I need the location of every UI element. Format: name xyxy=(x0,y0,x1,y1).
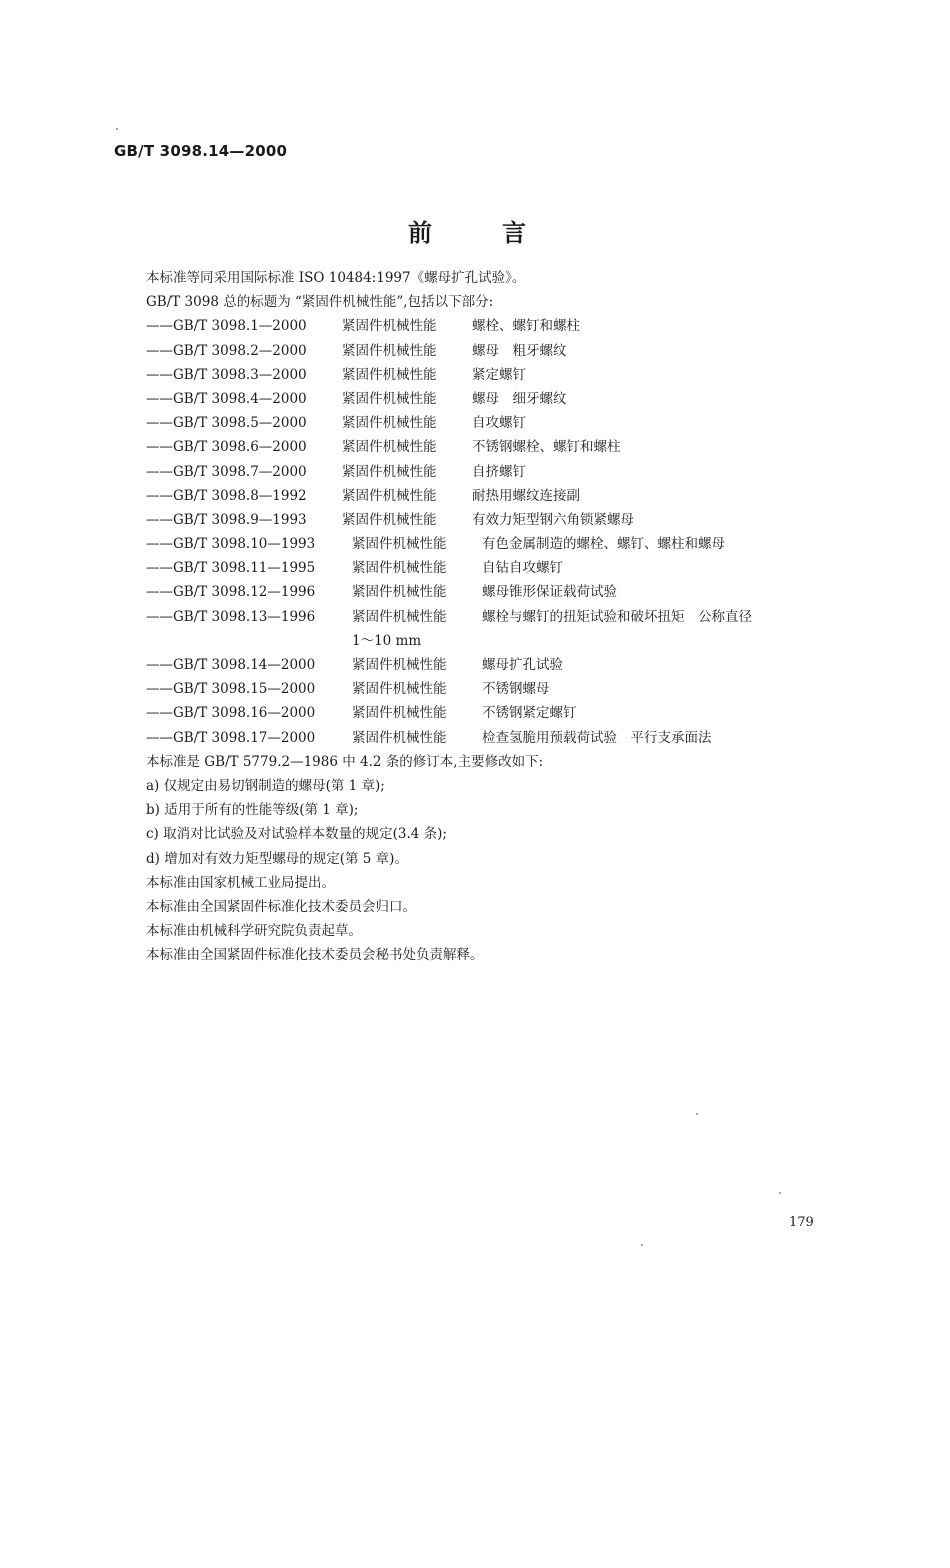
part-continuation: 1～10 mm xyxy=(352,632,422,649)
part-code: ——GB/T 3098.16—2000 xyxy=(146,705,316,722)
part-main-title: 紧固件机械性能 xyxy=(342,511,437,528)
part-code: ——GB/T 3098.10—1993 xyxy=(146,536,316,553)
part-item xyxy=(146,556,846,580)
closing-statement: 本标准由国家机械工业局提出。 xyxy=(146,874,335,891)
part-sub-title: 自挤螺钉 xyxy=(472,463,526,480)
document-body xyxy=(146,266,846,967)
part-sub-title: 螺母 粗牙螺纹 xyxy=(472,342,567,359)
part-sub-title: 自攻螺钉 xyxy=(472,415,526,432)
part-code: ——GB/T 3098.2—2000 xyxy=(146,342,307,359)
part-sub-title: 耐热用螺纹连接副 xyxy=(472,487,580,504)
closing-statement: 本标准由全国紧固件标准化技术委员会秘书处负责解释。 xyxy=(146,947,484,964)
scan-speck xyxy=(116,128,118,130)
part-code: ——GB/T 3098.11—1995 xyxy=(146,560,316,577)
part-code: ——GB/T 3098.8—1992 xyxy=(146,487,307,504)
part-item xyxy=(146,411,846,435)
scan-speck xyxy=(779,1192,781,1194)
revision-item: a) 仅规定由易切钢制造的螺母(第 1 章); xyxy=(146,777,385,794)
part-main-title: 紧固件机械性能 xyxy=(342,342,437,359)
part-item xyxy=(146,363,846,387)
part-sub-title: 不锈钢紧定螺钉 xyxy=(482,705,577,722)
part-sub-title: 检查氢脆用预载荷试验 平行支承面法 xyxy=(482,729,712,746)
closing-statement: 本标准由全国紧固件标准化技术委员会归口。 xyxy=(146,898,416,915)
part-sub-title: 螺母 细牙螺纹 xyxy=(472,390,567,407)
part-main-title: 紧固件机械性能 xyxy=(352,729,447,746)
closing-statement: 本标准由机械科学研究院负责起草。 xyxy=(146,923,362,940)
intro-line: 本标准等同采用国际标准 ISO 10484:1997《螺母扩孔试验》。 xyxy=(146,270,526,286)
part-code: ——GB/T 3098.13—1996 xyxy=(146,608,316,625)
part-item xyxy=(146,605,846,629)
part-item xyxy=(146,677,846,701)
part-item xyxy=(146,653,846,677)
scan-speck xyxy=(696,1113,698,1115)
part-sub-title: 螺栓、螺钉和螺柱 xyxy=(472,318,580,335)
page-title: 前言 xyxy=(408,218,596,247)
part-item xyxy=(146,435,846,459)
part-main-title: 紧固件机械性能 xyxy=(352,584,447,601)
part-item xyxy=(146,460,846,484)
part-main-title: 紧固件机械性能 xyxy=(342,366,437,383)
part-sub-title: 螺栓与螺钉的扭矩试验和破坏扭矩 公称直径 xyxy=(482,608,752,625)
part-code: ——GB/T 3098.12—1996 xyxy=(146,584,316,601)
part-main-title: 紧固件机械性能 xyxy=(342,439,437,456)
part-item xyxy=(146,387,846,411)
revision-item: b) 适用于所有的性能等级(第 1 章); xyxy=(146,802,359,819)
part-item xyxy=(146,532,846,556)
part-sub-title: 紧定螺钉 xyxy=(472,366,526,383)
part-main-title: 紧固件机械性能 xyxy=(352,608,447,625)
intro-line: GB/T 3098 总的标题为 “紧固件机械性能”,包括以下部分: xyxy=(146,294,494,311)
part-code: ——GB/T 3098.4—2000 xyxy=(146,390,307,407)
part-code: ——GB/T 3098.15—2000 xyxy=(146,681,316,698)
part-code: ——GB/T 3098.17—2000 xyxy=(146,729,316,746)
part-item xyxy=(146,484,846,508)
part-item xyxy=(146,701,846,725)
part-main-title: 紧固件机械性能 xyxy=(352,560,447,577)
revision-intro: 本标准是 GB/T 5779.2—1986 中 4.2 条的修订本,主要修改如下: xyxy=(146,753,544,770)
part-code: ——GB/T 3098.6—2000 xyxy=(146,439,307,456)
part-main-title: 紧固件机械性能 xyxy=(342,318,437,335)
part-code: ——GB/T 3098.14—2000 xyxy=(146,657,316,673)
part-main-title: 紧固件机械性能 xyxy=(352,536,447,553)
part-sub-title: 螺母扩孔试验 xyxy=(482,657,563,673)
part-item xyxy=(146,314,846,338)
part-sub-title: 自钻自攻螺钉 xyxy=(482,560,563,577)
part-item xyxy=(146,580,846,604)
standard-number: GB/T 3098.14—2000 xyxy=(114,142,288,160)
part-main-title: 紧固件机械性能 xyxy=(342,390,437,407)
part-code: ——GB/T 3098.9—1993 xyxy=(146,511,307,528)
part-sub-title: 有效力矩型钢六角锁紧螺母 xyxy=(472,511,634,528)
part-sub-title: 不锈钢螺栓、螺钉和螺柱 xyxy=(472,439,621,456)
revision-item: d) 增加对有效力矩型螺母的规定(第 5 章)。 xyxy=(146,850,408,867)
part-code: ——GB/T 3098.1—2000 xyxy=(146,318,307,335)
part-code: ——GB/T 3098.7—2000 xyxy=(146,463,307,480)
part-main-title: 紧固件机械性能 xyxy=(352,681,447,698)
part-code: ——GB/T 3098.3—2000 xyxy=(146,366,307,383)
part-item xyxy=(146,508,846,532)
part-item xyxy=(146,339,846,363)
part-main-title: 紧固件机械性能 xyxy=(342,415,437,432)
part-main-title: 紧固件机械性能 xyxy=(342,487,437,504)
part-main-title: 紧固件机械性能 xyxy=(352,705,447,722)
part-sub-title: 有色金属制造的螺栓、螺钉、螺柱和螺母 xyxy=(482,536,725,553)
part-main-title: 紧固件机械性能 xyxy=(342,463,437,480)
part-sub-title: 不锈钢螺母 xyxy=(482,681,550,698)
part-sub-title: 螺母锥形保证载荷试验 xyxy=(482,584,617,601)
scan-speck xyxy=(641,1244,643,1246)
part-item xyxy=(146,726,846,750)
page-number: 179 xyxy=(789,1215,814,1230)
part-main-title: 紧固件机械性能 xyxy=(352,657,447,673)
revision-item: c) 取消对比试验及对试验样本数量的规定(3.4 条); xyxy=(146,826,447,843)
part-code: ——GB/T 3098.5—2000 xyxy=(146,415,307,432)
